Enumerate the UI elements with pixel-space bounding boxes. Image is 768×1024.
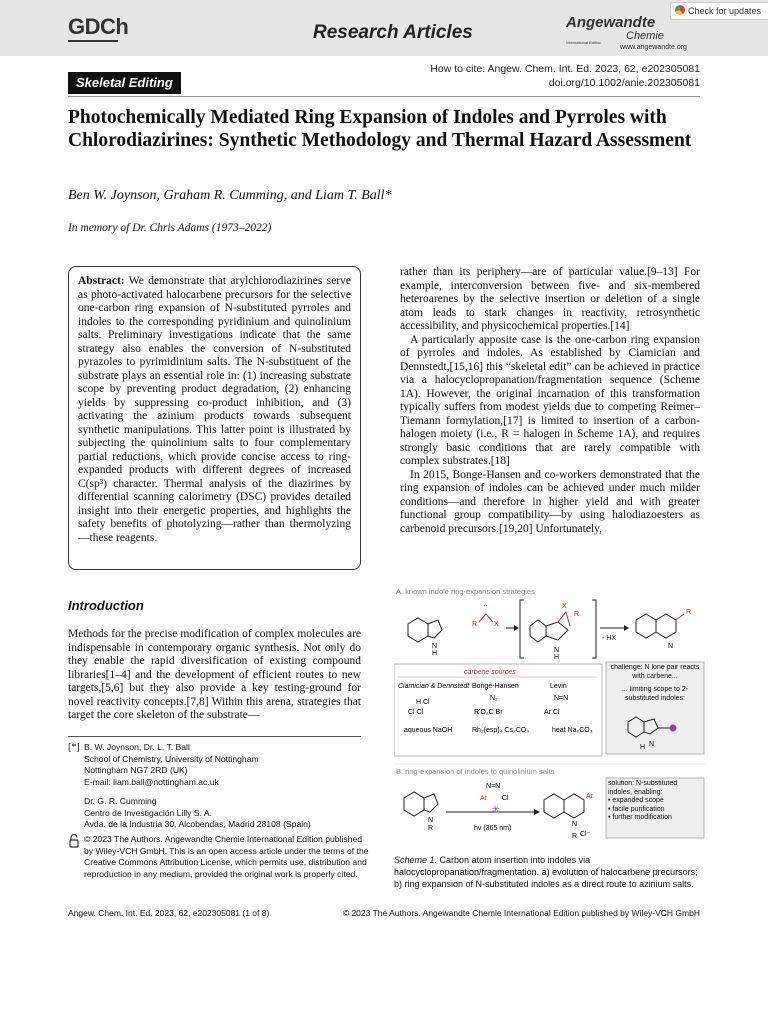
article-tag: Skeletal Editing <box>68 72 181 94</box>
challenge-text: ... limiting scope to 2-substituted indoles: <box>621 686 689 702</box>
body-text-right <box>400 266 700 536</box>
scheme-caption <box>394 854 706 890</box>
svg-text:Cl Cl: Cl Cl <box>408 709 424 716</box>
journal-logo: Angewandte <box>566 14 656 31</box>
svg-text:Ar Cl: Ar Cl <box>544 709 560 716</box>
paragraph: A particularly apposite case is the one-carbon ring expansion of pyrroles and indoles. As established by Ciamician and Dennstedt,[15,16] this “skeletal edit” can be achieved in practice via a halocyclopropanation/fragmentation sequence (Scheme 1A). However, the original incarnation of this transformation typically suffers from modest yields due to competing Reimer–Tiemann formylation,[17] is limited to insertion of a carbon-halogen moiety (i.e., R = halogen in Scheme 1A), and requires strongly basic conditions that are rarely compatible with complex substrates.[18] <box>400 333 700 467</box>
svg-text:R: R <box>428 825 434 832</box>
svg-text:Cl⁻: Cl⁻ <box>580 831 591 838</box>
n-substituted-indole-structure <box>404 792 438 816</box>
journal-logo-sub: Chemie <box>626 30 664 42</box>
source-conditions: aqueous NaOH <box>404 727 453 734</box>
svg-text:H: H <box>640 744 646 751</box>
source-conditions: heat Na₂CO₃ <box>552 727 593 734</box>
dedication: In memory of Dr. Chris Adams (1973–2022) <box>68 222 272 234</box>
intro-paragraph: Methods for the precise modification of complex molecules are indispensable in contemporary organic synthesis. Not only do they enable the rapid diversification of existing compound libraries[1–4] and the development of efficient routes to new targets,[5,6] but they also provide a key testing-ground for novel reactivity concepts.[7,8] Within this arena, strategies that target the core skeleton of the substrate— <box>68 628 361 721</box>
publisher-logo-underline <box>68 40 118 42</box>
affiliation-divider <box>68 736 361 737</box>
license-text: © 2023 The Authors. Angewandte Chemie International Edition published by Wiley-VCH GmbH. This is an open access article under the terms of the Creative Commons Attribution License, which permits use, distribution and reproduction in any medium, provided the original work is properly cited. <box>84 834 369 879</box>
affiliation-line: Centro de Investigación Lilly S. A. <box>84 807 213 818</box>
svg-text:Cl: Cl <box>502 795 509 802</box>
svg-text:R: R <box>472 621 478 628</box>
affiliation-line: Avda. de la Industria 30, Alcobendas, Madrid 28108 (Spain) <box>84 819 311 829</box>
svg-text:R'O₂C Br: R'O₂C Br <box>474 709 503 716</box>
tag-divider <box>68 96 700 97</box>
svg-text:X: X <box>562 603 567 610</box>
svg-text:X: X <box>494 621 499 628</box>
affiliation-mark: [*] <box>68 742 80 753</box>
svg-text:N₂: N₂ <box>490 695 498 702</box>
svg-text:R: R <box>686 609 692 616</box>
svg-text:H Cl: H Cl <box>416 699 430 706</box>
email-link[interactable]: E-mail: liam.ball@nottingham.ac.uk <box>84 776 219 787</box>
caption-label: Scheme 1. <box>394 855 438 865</box>
footer-copyright: © 2023 The Authors. Angewandte Chemie International Edition published by Wiley-VCH GmbH <box>342 908 700 918</box>
scheme-b-label: B. ring-expansion of indoles to quinolinium salts <box>396 767 555 776</box>
svg-text:N: N <box>554 647 560 654</box>
abstract-text: We demonstrate that arylchlorodiazirines serve as photo-activated halocarbene precursors for the selective one-carbon ring expansion of N-substituted pyrroles and indoles to the corresponding pyridinium and quinolinium salts. Preliminary investigations indicate that the same strategy also enables the conversion of N-substituted pyrazoles to pyrimidinium salts. The N-substituent of the substrate plays an essential role in: (1) increasing substrate scope by preventing product degradation, (2) enhancing yields by suppressing co-product inhibition, and (3) activating the azinium products towards subsequent synthetic manipulations. This latter point is illustrated by subjecting the quinolinium salts to four complementary partial reductions, which provide concise access to ring-expanded products with different degrees of increased C(sp³) character. Thermal analysis of the diazirines by differential scanning calorimetry (DSC) provides detailed insight into their energetic properties, and highlights the safety benefits of photolyzing—rather than thermolyzing—these reagents. <box>78 275 351 544</box>
svg-text:N: N <box>668 643 674 650</box>
solution-item: • facile purification <box>608 805 665 813</box>
light-icon: ✳ <box>492 804 500 814</box>
svg-text:H: H <box>554 654 560 661</box>
article-title: Photochemically Mediated Ring Expansion of Indoles and Pyrroles with Chlorodiazirines: Synthetic Methodology and Thermal Hazard Assessment <box>68 107 692 151</box>
abstract-label: Abstract: <box>78 275 125 287</box>
abstract-box <box>68 266 361 570</box>
citation-info <box>430 62 700 90</box>
paragraph: In 2015, Bonge-Hansen and co-workers demonstrated that the ring expansion of indoles can be achieved under much milder conditions—and therefore in higher yield and with greater functional group compatibility—by using halodiazoesters as carbenoid precursors.[19,20] Unfortunately, <box>400 468 700 535</box>
scheme-1-figure <box>394 586 706 854</box>
source-name: Bonge-Hansen <box>472 683 519 690</box>
publisher-logo: GDCh <box>68 14 129 39</box>
svg-text:N: N <box>572 821 578 828</box>
affiliation-line: Nottingham NG7 2RD (UK) <box>84 765 188 775</box>
svg-text:H: H <box>432 650 438 657</box>
source-conditions: Rh₂(esp)₄ Cs₂CO₃ <box>472 727 530 734</box>
svg-text:R: R <box>572 833 578 840</box>
doi-link[interactable]: doi.org/10.1002/anie.202305081 <box>548 77 700 89</box>
svg-text:N: N <box>432 643 438 650</box>
svg-text:R: R <box>574 611 580 618</box>
affiliation-line: B. W. Joynson, Dr. L. T. Ball <box>84 742 190 752</box>
citation-line: How to cite: Angew. Chem. Int. Ed. 2023, 62, e202305081 <box>430 63 700 75</box>
journal-url[interactable]: www.angewandte.org <box>620 44 687 51</box>
solution-title: solution: N-substituted indoles, enabling: <box>608 780 678 796</box>
check-updates-button[interactable] <box>670 2 768 20</box>
svg-text:N=N: N=N <box>554 695 569 702</box>
section-title: Research Articles <box>313 22 473 43</box>
svg-text:Ar: Ar <box>480 795 487 802</box>
scheme-a-label: A. known indole ring-expansion strategies <box>396 587 535 596</box>
paragraph: rather than its periphery—are of particular value.[9–13] For example, interconversion between five- and six-membered heteroarenes by the selective insertion or deletion of a single atom leads to stark changes in reactivity, retrosynthetic accessibility, and physicochemical properties.[14] <box>400 266 700 332</box>
crossmark-icon <box>675 5 685 15</box>
challenge-text: challenge: N lone pair reacts with carbene... <box>610 664 700 680</box>
svg-text:N: N <box>428 817 434 824</box>
footer-citation: Angew. Chem. Int. Ed. 2023, 62, e202305081 (1 of 8) <box>68 908 270 918</box>
source-name: Ciamician & Dennstedt <box>398 683 470 690</box>
source-name: Levin <box>550 683 567 690</box>
carbene-structure <box>472 602 499 628</box>
solution-item: • expanded scope <box>608 797 664 804</box>
journal-logo-intl: International Edition <box>566 40 602 45</box>
svg-text:N=N: N=N <box>486 783 501 790</box>
affiliation-line: School of Chemistry, University of Nottingham <box>84 753 259 764</box>
svg-text:··: ·· <box>483 602 488 610</box>
affiliations <box>84 742 369 831</box>
svg-text:- HX: - HX <box>602 635 616 642</box>
open-access-icon <box>69 834 79 848</box>
affiliation-line: Dr. G. R. Cumming <box>84 796 157 806</box>
quinolinium-structure <box>544 794 584 818</box>
svg-text:hv (365 nm): hv (365 nm) <box>474 825 512 832</box>
check-updates-label: Check for updates <box>688 6 762 16</box>
caption-text: Carbon atom insertion into indoles via halocyclopropanation/fragmentation. a) evolution of halocarbene precursors; b) ring expansion of N-substituted indoles as a direct route to azinium salts. <box>394 855 698 889</box>
section-heading: Introduction <box>68 598 144 613</box>
quinoline-structure <box>636 614 684 638</box>
substituent-marker <box>670 725 677 732</box>
svg-text:Ar: Ar <box>586 793 593 800</box>
indole-structure <box>408 618 442 642</box>
svg-text:carbene sources: carbene sources <box>464 669 516 676</box>
svg-text:N: N <box>649 741 655 748</box>
solution-item: • further modification <box>608 814 672 821</box>
author-list: Ben W. Joynson, Graham R. Cumming, and Liam T. Ball* <box>68 188 392 203</box>
